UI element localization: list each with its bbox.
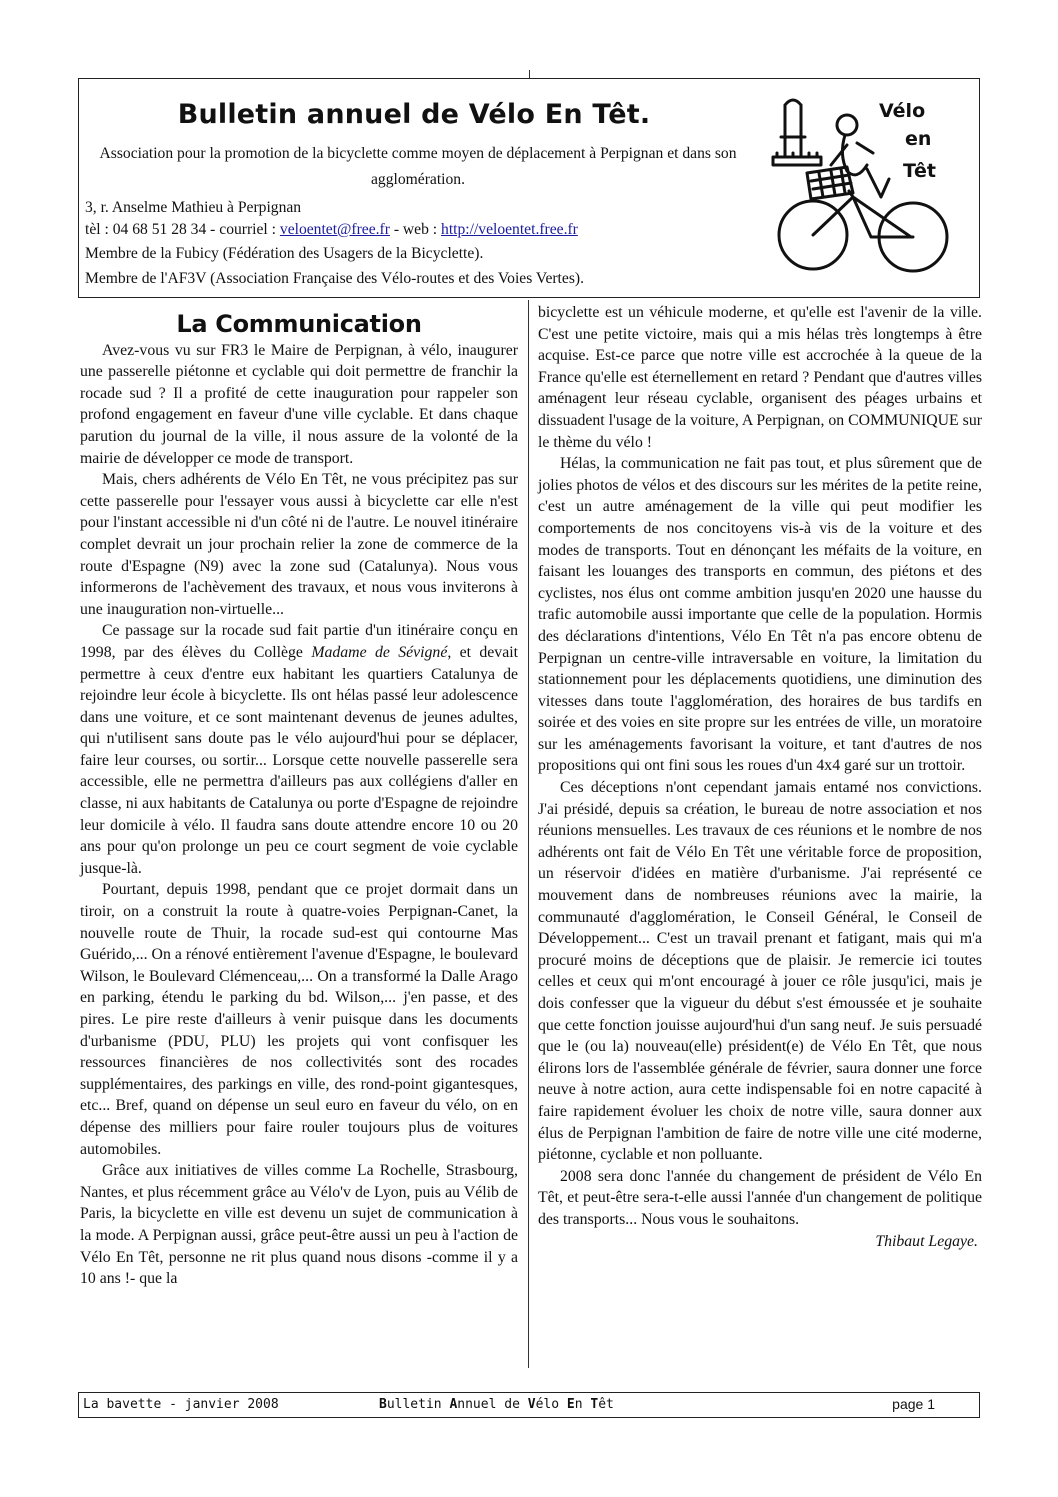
article-left-column: [80, 308, 518, 1290]
article-right-column: [538, 302, 982, 1252]
logo-word-tet: Têt: [903, 160, 936, 182]
bulletin-title: Bulletin annuel de Vélo En Têt.: [177, 99, 651, 130]
logo-word-velo: Vélo: [879, 100, 926, 122]
article-paragraph: Ce passage sur la rocade sud fait partie d'un itinéraire conçu en 1998, par des élèves du Collège Madame de Sévigné, et devait permettre à ceux d'entre eux habitant les quartiers Catalunya de rejoindre leur école à bicyclette. Ils ont hélas passé leur adolescence dans une voiture, et ce sont maintenant devenus de jeunes adultes, qui n'utilisent sans doute pas le vélo aujourd'hui pour se déplacer, faire leur courses, ou sortir... Lorsque cette nouvelle passerelle sera accessible, elle ne permettra d'ailleurs pas aux collégiens d'aller en classe, ni aux habitants de Catalunya ou porte d'Espagne de rejoindre leur domicile à vélo. Il faudra sans doute attendre encore 10 ou 20 ans pour qu'on prolonge un peu ce court segment de voie cyclable jusque-là.: [80, 622, 518, 877]
logo-word-en: en: [905, 128, 932, 150]
footer-page-number: page 1: [892, 1396, 935, 1412]
email-link[interactable]: veloentet@free.fr: [279, 221, 390, 238]
article-paragraph: Pourtant, depuis 1998, pendant que ce projet dormait dans un tiroir, on a construit la route à quatre-voies Perpignan-Canet, la nouvelle route de Thuir, la rocade sud-est qui contourne Mas Guérido,... On a rénové entièrement l'avenue d'Espagne, le boulevard Wilson, le Boulevard Clémenceau,... On a transformé la Dalle Arago en parking, étendu le parking du bd. Wilson,... j'en passe, et des pires. Le pire reste d'ailleurs à venir puisque dans les documents d'urbanisme (PDU, PLU) les projets qui vont confisquer les ressources financières de nos collectivités sont des rocades supplémentaires, des parkings en ville, des rond-point gigantesques, etc... Bref, quand on dépense un seul euro en faveur du vélo, on en dépense des milliers pour faire rouler toujours plus de voitures automobiles.: [80, 881, 518, 1158]
web-prefix: - web :: [389, 221, 442, 238]
header-box: [78, 78, 980, 298]
velo-en-tet-logo: [755, 85, 965, 285]
website-link[interactable]: http://veloentet.free.fr: [441, 221, 578, 238]
membership-fubicy: Membre de la Fubicy (Fédération des Usagers de la Bicyclette).: [85, 245, 484, 262]
article-paragraph: Hélas, la communication ne fait pas tout, et plus sûrement que de jolies photos de vélos et des discours sur les mérites de la petite reine, c'est un autre aménagement de la ville qui peut modifier les comportements de nos concitoyens vis-à vis de la voiture et des modes de transports. Tout en dénonçant les méfaits de la voiture, en faisant les louanges des transports en commun, des piétons et des cyclistes, nos élus ont comme ambition jusqu'en 2020 une hausse du trafic automobile aussi importante que celle de la population. Hormis des déclarations d'intentions, Vélo En Têt n'a pas encore obtenu de Perpignan un centre-ville intraversable en voiture, la limitation du stationnement pour les déplacements quotidiens, une diminution des vitesses dans toute l'agglomération, des horaires de bus tardifs en soirée et des voies en site propre sur les entrées de ville, un moratoire sur les aménagements favorisant la voiture, et tant d'autres de nos propositions qui ont fini sous les roues d'un 4x4 garé sur un trottoir.: [538, 455, 982, 775]
phone-text: tèl : 04 68 51 28 34 - courriel :: [85, 221, 280, 238]
page-footer: [78, 1392, 980, 1418]
contact-line: [85, 219, 578, 241]
article-paragraph: Ces déceptions n'ont cependant jamais entamé nos convictions. J'ai présidé, depuis sa création, le bureau de notre association et nos réunions mensuelles. Les travaux de ces réunions et le nombre de nos adhérents ont fait de Vélo En Têt une véritable force de proposition, un réservoir d'idées en matière d'urbanisme. J'ai représenté ce mouvement dans de nombreuses réunions avec la mairie, la communauté d'agglomération, le Conseil Général, le Conseil de Développement... C'est un travail prenant et fatigant, mais qui m'a procuré moins de déceptions que de plaisir. Je remercie ici toutes celles et ceux qui m'ont encouragé à jouer ce rôle jusqu'ici, mais je dois confesser que la vigueur du début s'est émoussée et je souhaite que cette fonction jouisse aujourd'hui d'un sang neuf. Je suis persuadé que le (ou la) nouveau(elle) président(e) de Vélo En Têt, que nous élirons lors de l'assemblée générale de février, saura donner une force neuve à notre action, aura cette indispensable foi en notre capacité à faire rapidement évoluer les choix de notre ville, saura donner aux élus de Perpignan l'ambition de faire de notre ville une cité moderne, piétonne, cyclable et non polluante.: [538, 779, 982, 1164]
footer-issue: La bavette - janvier 2008: [83, 1397, 279, 1412]
article-paragraph: 2008 sera donc l'année du changement de président de Vélo En Têt, et peut-être sera-t-elle aussi l'année d'un changement de politique des transports... Nous vous le souhaitons.: [538, 1167, 982, 1228]
article-paragraph: Grâce aux initiatives de villes comme La Rochelle, Strasbourg, Nantes, et plus récemment grâce au Vélo'v de Lyon, puis au Vélib de Paris, la bicyclette en ville est devenu un sujet de communication à la mode. A Perpignan aussi, grâce peut-être aussi un peu à l'action de Vélo En Têt, personne ne rit plus quand nous disons -comme il y a 10 ans !- que la: [80, 1162, 518, 1288]
header-top-tick: [529, 70, 530, 78]
college-name: Madame de Sévigné: [311, 643, 448, 661]
article-paragraph: Avez-vous vu sur FR3 le Maire de Perpignan, à vélo, inaugurer une passerelle piétonne et cyclable qui doit permettre de franchir la rocade sud ? Il a profité de cette inauguration pour rappeler son profond engagement en faveur d'une ville cyclable. Et dans chaque parution du journal de la ville, il nous assure de la volonté de la mairie de développer ce mode de transport.: [80, 341, 518, 467]
footer-bulletin-name: Bulletin Annuel de Vélo En Têt: [379, 1397, 614, 1412]
article-title: La Communication: [176, 310, 422, 338]
author-signature: Thibaut Legaye.: [875, 1232, 978, 1250]
column-separator: [528, 300, 529, 1368]
address-line: 3, r. Anselme Mathieu à Perpignan: [85, 199, 302, 216]
membership-af3v: Membre de l'AF3V (Association Française des Vélo-routes et des Voies Vertes).: [85, 270, 584, 287]
association-subtitle: Association pour la promotion de la bicyclette comme moyen de déplacement à Perpignan et dans son agglomération.: [99, 145, 737, 188]
article-paragraph-continued: bicyclette est un véhicule moderne, et qu'elle est l'avenir de la ville. C'est une petite victoire, mais qui a mis hélas très longtemps à être acquise. Est-ce parce que notre ville est accrochée à la queue de la France qu'elle est éternellement en retard ? Pendant que d'autres villes aménagent leur réseau cyclable, organisent des péages urbains et dissuadent l'usage de la voiture, A Perpignan, on COMMUNIQUE sur le thème du vélo !: [538, 304, 982, 451]
article-paragraph: Mais, chers adhérents de Vélo En Têt, ne vous précipitez pas sur cette passerelle pour l'essayer vous aussi à bicyclette car elle n'est pour l'instant accessible ni d'un côté ni de l'autre. Le nouvel itinéraire complet devrait un jour prochain relier la zone de commerce de la route d'Espagne (N9) avec la zone sud (Catalunya). Nous vous informerons de l'achèvement des travaux, et nous vous inviterons à une inauguration non-virtuelle...: [80, 471, 518, 618]
